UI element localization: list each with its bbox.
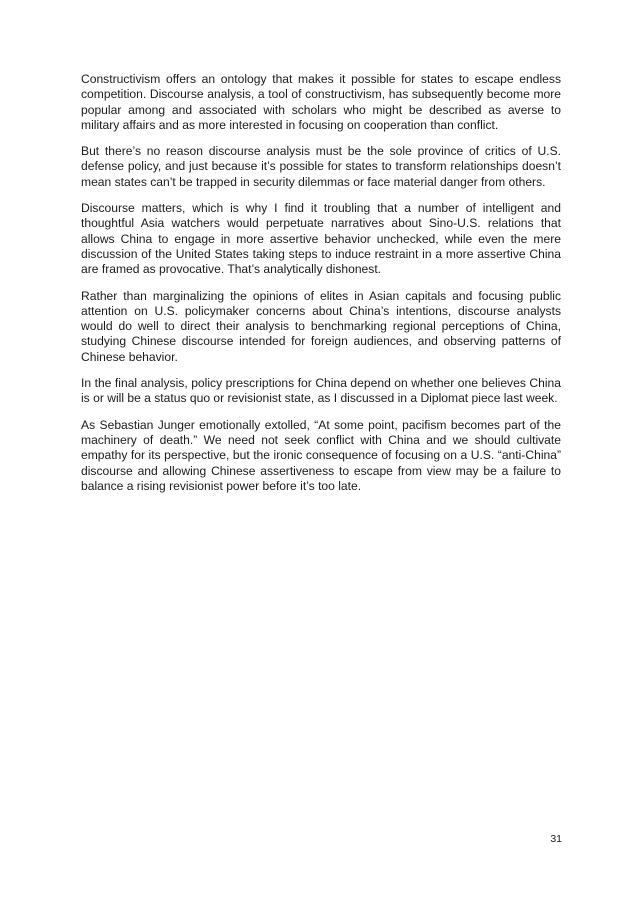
paragraph-1: Constructivism offers an ontology that makes it possible for states to escape endless competition. Discourse analysis, a tool of constructivism, has subsequently become more popular among and associated with scholars who might be described as averse to military affairs and as more interested in focusing on cooperation than conflict. (81, 72, 561, 132)
paragraph-3: Discourse matters, which is why I find it troubling that a number of intelligent and thoughtful Asia watchers would perpetuate narratives about Sino-U.S. relations that allows China to engage in more assertive behavior unchecked, while even the mere discussion of the United States taking steps to induce restraint in a more assertive China are framed as provocative. That’s analytically dishonest. (81, 201, 561, 277)
paragraph-5: In the final analysis, policy prescriptions for China depend on whether one believes China is or will be a status quo or revisionist state, as I discussed in a Diplomat piece last week. (81, 376, 561, 406)
page-number: 31 (550, 833, 562, 845)
paragraph-4: Rather than marginalizing the opinions of elites in Asian capitals and focusing public attention on U.S. policymaker concerns about China’s intentions, discourse analysts would do well to direct their analysis to benchmarking regional perceptions of China, studying Chinese discourse intended for foreign audiences, and observing patterns of Chinese behavior. (81, 288, 561, 364)
paragraph-2: But there’s no reason discourse analysis must be the sole province of critics of U.S. defense policy, and just because it’s possible for states to transform relationships doesn’t mean states can’t be trapped in security dilemmas or face material danger from others. (81, 144, 561, 189)
paragraph-6: As Sebastian Junger emotionally extolled, “At some point, pacifism becomes part of the machinery of death.” We need not seek conflict with China and we should cultivate empathy for its perspective, but the ironic consequence of focusing on a U.S. “anti-China” discourse and allowing Chinese assertiveness to escape from view may be a failure to balance a rising revisionist power before it’s too late. (81, 417, 561, 493)
body-text (81, 72, 561, 505)
